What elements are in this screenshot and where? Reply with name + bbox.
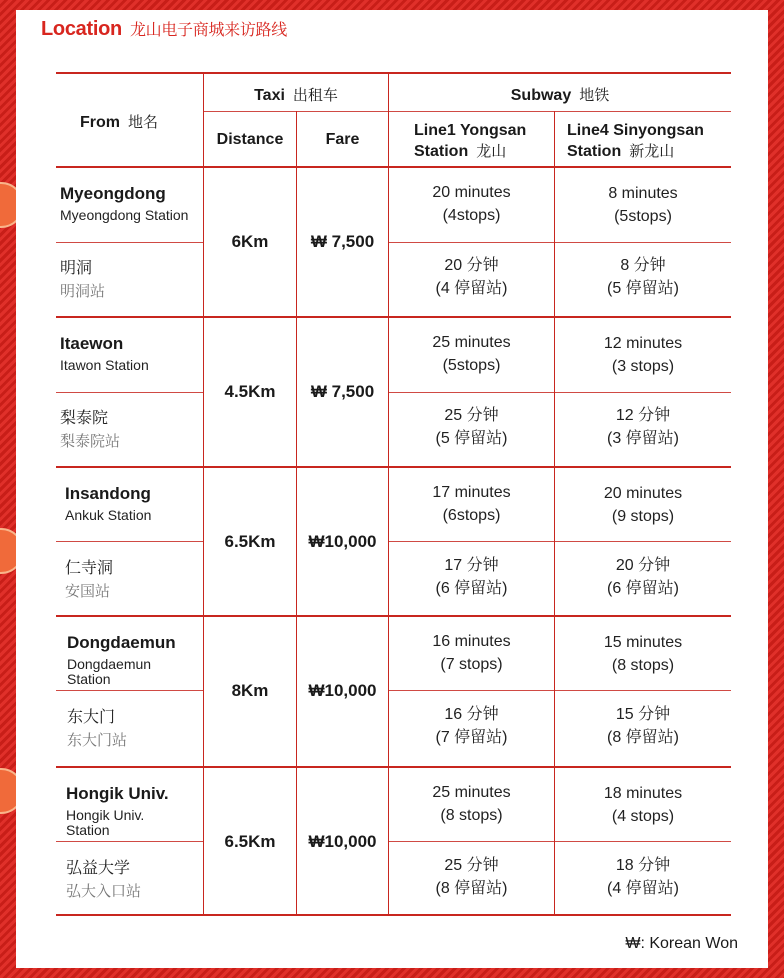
location-station: Ankuk Station — [65, 507, 152, 523]
table-rule-h — [56, 166, 731, 168]
line1-minutes: 16 minutes — [432, 633, 511, 650]
line4-stops: (4 stops) — [611, 808, 675, 825]
location-name: Hongik Univ. — [66, 784, 169, 803]
taxi-fare: ₩10,000 — [308, 681, 377, 700]
location-station-cn: 弘大入口站 — [66, 883, 142, 900]
page-title — [41, 17, 287, 41]
header-line1 — [414, 120, 526, 162]
location-cn — [60, 405, 120, 451]
line4-time-en — [555, 332, 731, 378]
header-taxi — [204, 84, 388, 105]
taxi-fare: ₩ 7,500 — [310, 382, 375, 401]
location-name: Itaewon — [60, 334, 124, 353]
header-subway-label: Subway — [510, 87, 572, 104]
location-name-cn: 弘益大学 — [66, 860, 131, 877]
table-rule-h — [56, 466, 731, 468]
location-cn — [66, 855, 141, 901]
location-en — [60, 334, 149, 373]
line1-time-cn — [389, 854, 554, 900]
title-cn: 龙山电子商城来访路线 — [129, 22, 287, 39]
line1-minutes: 17 minutes — [432, 484, 511, 501]
line1-minutes-cn: 16 分钟 — [444, 706, 499, 723]
location-en — [66, 784, 169, 838]
line1-minutes-cn: 25 分钟 — [444, 407, 499, 424]
header-from — [80, 111, 158, 132]
taxi-fare: ₩10,000 — [308, 832, 377, 851]
line1-time-cn — [389, 554, 554, 600]
line4-stops-cn: (6 停留站) — [606, 580, 679, 597]
line1-stops: (7 stops) — [440, 656, 503, 673]
location-station: Myeongdong Station — [60, 207, 189, 223]
line4-stops-cn: (5 停留站) — [606, 280, 679, 297]
line1-minutes-cn: 20 分钟 — [444, 257, 499, 274]
header-fare: Fare — [325, 131, 360, 148]
table-rule-h — [56, 316, 731, 318]
line1-time-en — [389, 481, 554, 527]
from-divider-rule — [56, 841, 203, 842]
line1-stops-cn: (5 停留站) — [435, 430, 508, 447]
line4-minutes: 15 minutes — [603, 634, 683, 651]
header-line1-cn: 龙山 — [476, 143, 507, 160]
subway-divider-rule — [389, 541, 731, 542]
line4-time-cn — [555, 254, 731, 300]
table-rule-h — [56, 72, 731, 74]
taxi-distance: 6Km — [231, 232, 269, 251]
line1-stops: (6stops) — [442, 507, 501, 524]
line4-minutes: 8 minutes — [608, 185, 678, 202]
location-en — [65, 484, 151, 523]
line1-minutes: 20 minutes — [432, 184, 511, 201]
currency-note: ₩: Korean Won — [625, 935, 738, 952]
line4-minutes: 18 minutes — [603, 785, 683, 802]
line4-stops: (8 stops) — [611, 657, 675, 674]
location-station-cn: 东大门站 — [67, 732, 128, 749]
subway-divider-rule — [389, 690, 731, 691]
line1-time-cn — [389, 254, 554, 300]
line4-minutes-cn: 15 分钟 — [615, 706, 671, 723]
line1-minutes: 25 minutes — [432, 784, 511, 801]
header-distance: Distance — [216, 131, 284, 148]
line4-time-cn — [555, 854, 731, 900]
line4-time-en — [555, 482, 731, 528]
line1-minutes: 25 minutes — [432, 334, 511, 351]
line4-stops: (9 stops) — [611, 508, 675, 525]
from-divider-rule — [56, 242, 203, 243]
from-divider-rule — [56, 690, 203, 691]
location-name: Dongdaemun — [67, 633, 176, 652]
line4-minutes-cn: 18 分钟 — [615, 857, 671, 874]
location-station-line2: Station — [67, 671, 111, 687]
location-station-line2: Station — [66, 822, 110, 838]
table-rule-h — [56, 766, 731, 768]
line4-stops-cn: (4 停留站) — [606, 880, 679, 897]
table-rule-h — [56, 615, 731, 617]
location-name: Insandong — [65, 484, 151, 503]
header-line4 — [567, 120, 704, 162]
location-station-cn: 梨泰院站 — [60, 433, 121, 450]
subway-divider-rule — [389, 841, 731, 842]
table-rule-h — [56, 914, 731, 916]
line4-time-cn — [555, 404, 731, 450]
line1-stops: (5stops) — [442, 357, 501, 374]
line1-time-en — [389, 181, 554, 227]
header-taxi-cn: 出租车 — [292, 87, 338, 104]
line1-stops-cn: (7 停留站) — [435, 729, 508, 746]
taxi-distance: 6.5Km — [224, 532, 276, 551]
line1-time-cn — [389, 404, 554, 450]
taxi-distance: 4.5Km — [224, 382, 276, 401]
header-line4-cn: 新龙山 — [629, 143, 675, 160]
header-taxi-label: Taxi — [254, 87, 285, 104]
subway-divider-rule — [389, 242, 731, 243]
line4-stops-cn: (3 停留站) — [606, 430, 679, 447]
line1-time-en — [389, 630, 554, 676]
line4-stops: (5stops) — [614, 208, 672, 225]
line1-minutes-cn: 17 分钟 — [444, 557, 499, 574]
line4-minutes-cn: 20 分钟 — [615, 557, 671, 574]
location-station-cn: 安国站 — [65, 583, 111, 600]
location-en — [67, 633, 176, 687]
location-station: Itawon Station — [60, 357, 149, 373]
line4-time-en — [555, 782, 731, 828]
location-name-cn: 明洞 — [60, 260, 93, 277]
taxi-fare: ₩10,000 — [308, 532, 377, 551]
line1-minutes-cn: 25 分钟 — [444, 857, 499, 874]
subway-divider-rule — [389, 392, 731, 393]
location-cn — [67, 704, 127, 750]
location-name-cn: 东大门 — [67, 709, 116, 726]
line4-stops: (3 stops) — [611, 358, 675, 375]
line1-stops: (8 stops) — [440, 807, 503, 824]
location-cn — [60, 255, 105, 301]
line1-time-en — [389, 781, 554, 827]
line4-minutes: 12 minutes — [603, 335, 683, 352]
line4-time-cn — [555, 554, 731, 600]
taxi-fare: ₩ 7,500 — [310, 232, 375, 251]
header-line1-name: Line1 Yongsan — [414, 122, 527, 139]
location-cn — [65, 555, 113, 601]
taxi-distance: 8Km — [231, 681, 269, 700]
location-name: Myeongdong — [60, 184, 166, 203]
header-from-cn: 地名 — [128, 114, 159, 131]
line1-stops-cn: (4 停留站) — [435, 280, 508, 297]
line1-stops-cn: (6 停留站) — [435, 580, 508, 597]
title-en: Location — [41, 18, 122, 40]
line4-minutes-cn: 12 分钟 — [615, 407, 671, 424]
location-station-cn: 明洞站 — [60, 283, 106, 300]
line4-minutes-cn: 8 分钟 — [620, 257, 666, 274]
line1-stops: (4stops) — [442, 207, 501, 224]
header-line1-station: Station — [414, 143, 469, 160]
line4-time-en — [555, 182, 731, 228]
from-divider-rule — [56, 541, 203, 542]
from-divider-rule — [56, 392, 203, 393]
header-subway — [389, 84, 731, 105]
line4-stops-cn: (8 停留站) — [606, 729, 679, 746]
line4-minutes: 20 minutes — [603, 485, 683, 502]
line4-time-cn — [555, 703, 731, 749]
table-rule-v — [203, 72, 204, 914]
header-line4-station: Station — [567, 143, 622, 160]
location-station: Hongik Univ. — [66, 807, 145, 823]
taxi-distance: 6.5Km — [224, 832, 276, 851]
line1-time-cn — [389, 703, 554, 749]
location-name-cn: 仁寺洞 — [65, 560, 114, 577]
header-subway-cn: 地铁 — [579, 87, 610, 104]
location-name-cn: 梨泰院 — [60, 410, 109, 427]
header-line4-name: Line4 Sinyongsan — [567, 122, 704, 139]
line4-time-en — [555, 631, 731, 677]
header-from-label: From — [80, 114, 120, 131]
line1-time-en — [389, 331, 554, 377]
line1-stops-cn: (8 停留站) — [435, 880, 508, 897]
location-en — [60, 184, 188, 223]
location-station: Dongdaemun — [67, 656, 152, 672]
header-sub-rule — [204, 111, 731, 112]
